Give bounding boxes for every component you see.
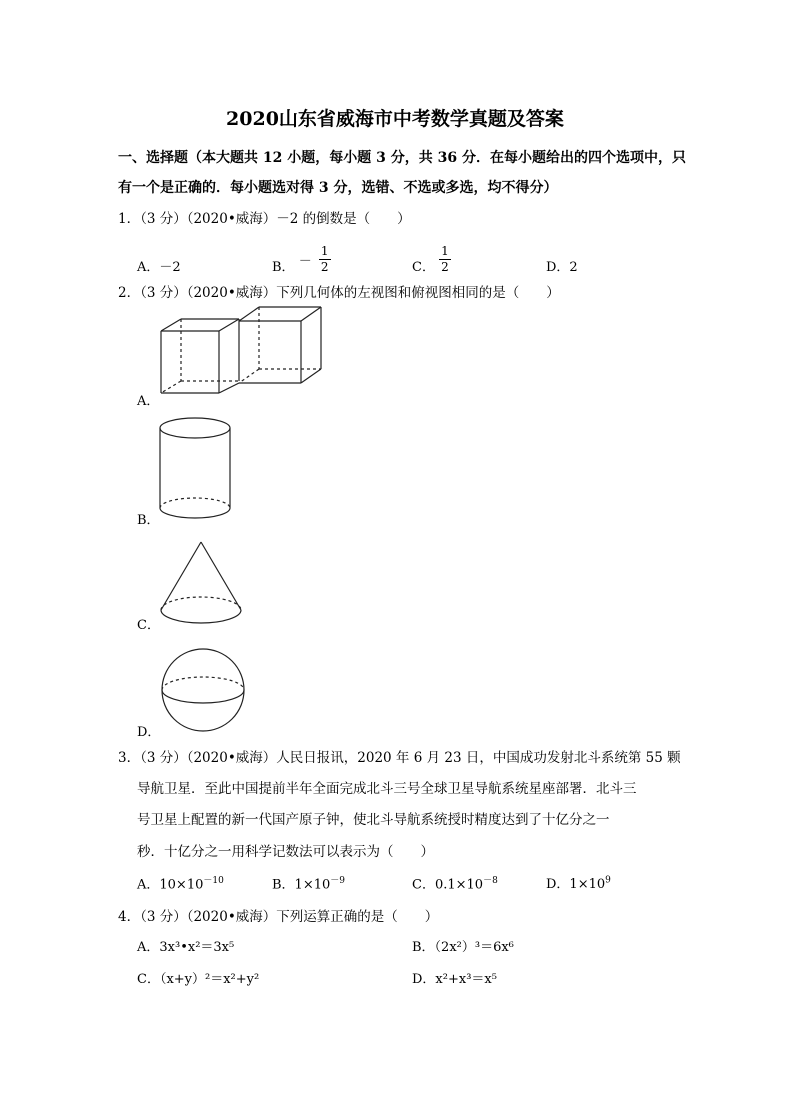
q1-option-c-label: C． bbox=[412, 260, 435, 275]
q4-option-c: C．（x+y）²＝x²+y² bbox=[137, 972, 260, 987]
q4-option-b: B．（2x²）³＝6x⁶ bbox=[412, 940, 514, 955]
q3-option-c bbox=[412, 873, 498, 892]
q1-option-b-sign: － bbox=[298, 254, 312, 269]
q3-option-b-base: B．1×10 bbox=[272, 877, 331, 893]
q1-option-d: D．2 bbox=[546, 260, 578, 275]
q3-option-d-base: D．1×10 bbox=[546, 877, 606, 892]
q4-option-d: D．x²+x³＝x⁵ bbox=[412, 972, 497, 987]
q1-option-c-fraction bbox=[439, 244, 451, 275]
q2-option-d: D． bbox=[137, 725, 161, 740]
q1-option-c-numerator: 1 bbox=[441, 244, 449, 258]
q1-option-b bbox=[272, 236, 331, 275]
q1-option-b-fraction bbox=[319, 244, 331, 275]
cylinder-figure bbox=[155, 414, 240, 526]
q3-option-d-exponent: 9 bbox=[605, 875, 611, 886]
sphere-figure bbox=[155, 646, 255, 736]
q3-option-a-base: A．10×10 bbox=[137, 877, 204, 893]
question-1-stem: 1．（3 分）（2020•威海）－2 的倒数是（ ） bbox=[118, 211, 411, 227]
two-cubes-figure bbox=[155, 305, 330, 400]
question-2-stem: 2．（3 分）（2020•威海）下列几何体的左视图和俯视图相同的是（ ） bbox=[118, 285, 560, 301]
q1-option-b-label: B． bbox=[272, 260, 295, 275]
q2-option-a: A． bbox=[137, 394, 160, 409]
question-3-line2: 导航卫星．至此中国提前半年全面完成北斗三号全球卫星导航系统星座部署．北斗三 bbox=[137, 781, 637, 797]
q1-option-c bbox=[412, 236, 451, 275]
q3-option-c-base: C．0.1×10 bbox=[412, 877, 484, 893]
q1-option-b-denominator: 2 bbox=[320, 260, 329, 274]
q2-option-c: C． bbox=[137, 618, 160, 633]
section-heading-line1: 一、选择题（本大题共 12 小题，每小题 3 分，共 36 分．在每小题给出的四个选项中，只 bbox=[118, 150, 686, 166]
question-4-stem: 4．（3 分）（2020•威海）下列运算正确的是（ ） bbox=[118, 909, 439, 925]
section-heading-line2: 有一个是正确的．每小题选对得 3 分，选错、不选或多选，均不得分） bbox=[118, 180, 558, 196]
question-3-line1: 3．（3 分）（2020•威海）人民日报讯，2020 年 6 月 23 日，中国成功发射北斗系统第 55 颗 bbox=[118, 750, 681, 766]
q3-option-a-exponent: －10 bbox=[203, 876, 224, 886]
q1-option-b-numerator: 1 bbox=[320, 244, 329, 258]
q3-option-b-exponent: －9 bbox=[330, 876, 345, 886]
q3-option-d bbox=[546, 873, 611, 892]
q3-option-a bbox=[137, 873, 224, 892]
q2-option-b: B． bbox=[137, 513, 160, 528]
q4-option-a: A．3x³•x²＝3x⁵ bbox=[137, 940, 235, 955]
q1-option-c-denominator: 2 bbox=[441, 260, 449, 274]
question-3-line3: 号卫星上配置的新一代国产原子钟，使北斗导航系统授时精度达到了十亿分之一 bbox=[137, 812, 610, 828]
q3-option-b bbox=[272, 873, 345, 892]
page-title: 2020山东省威海市中考数学真题及答案 bbox=[226, 108, 564, 130]
q3-option-c-exponent: －8 bbox=[483, 876, 498, 886]
question-3-line4: 秒．十亿分之一用科学记数法可以表示为（ ） bbox=[137, 844, 434, 860]
q1-option-a: A．－2 bbox=[137, 260, 181, 275]
cone-figure bbox=[155, 538, 250, 633]
